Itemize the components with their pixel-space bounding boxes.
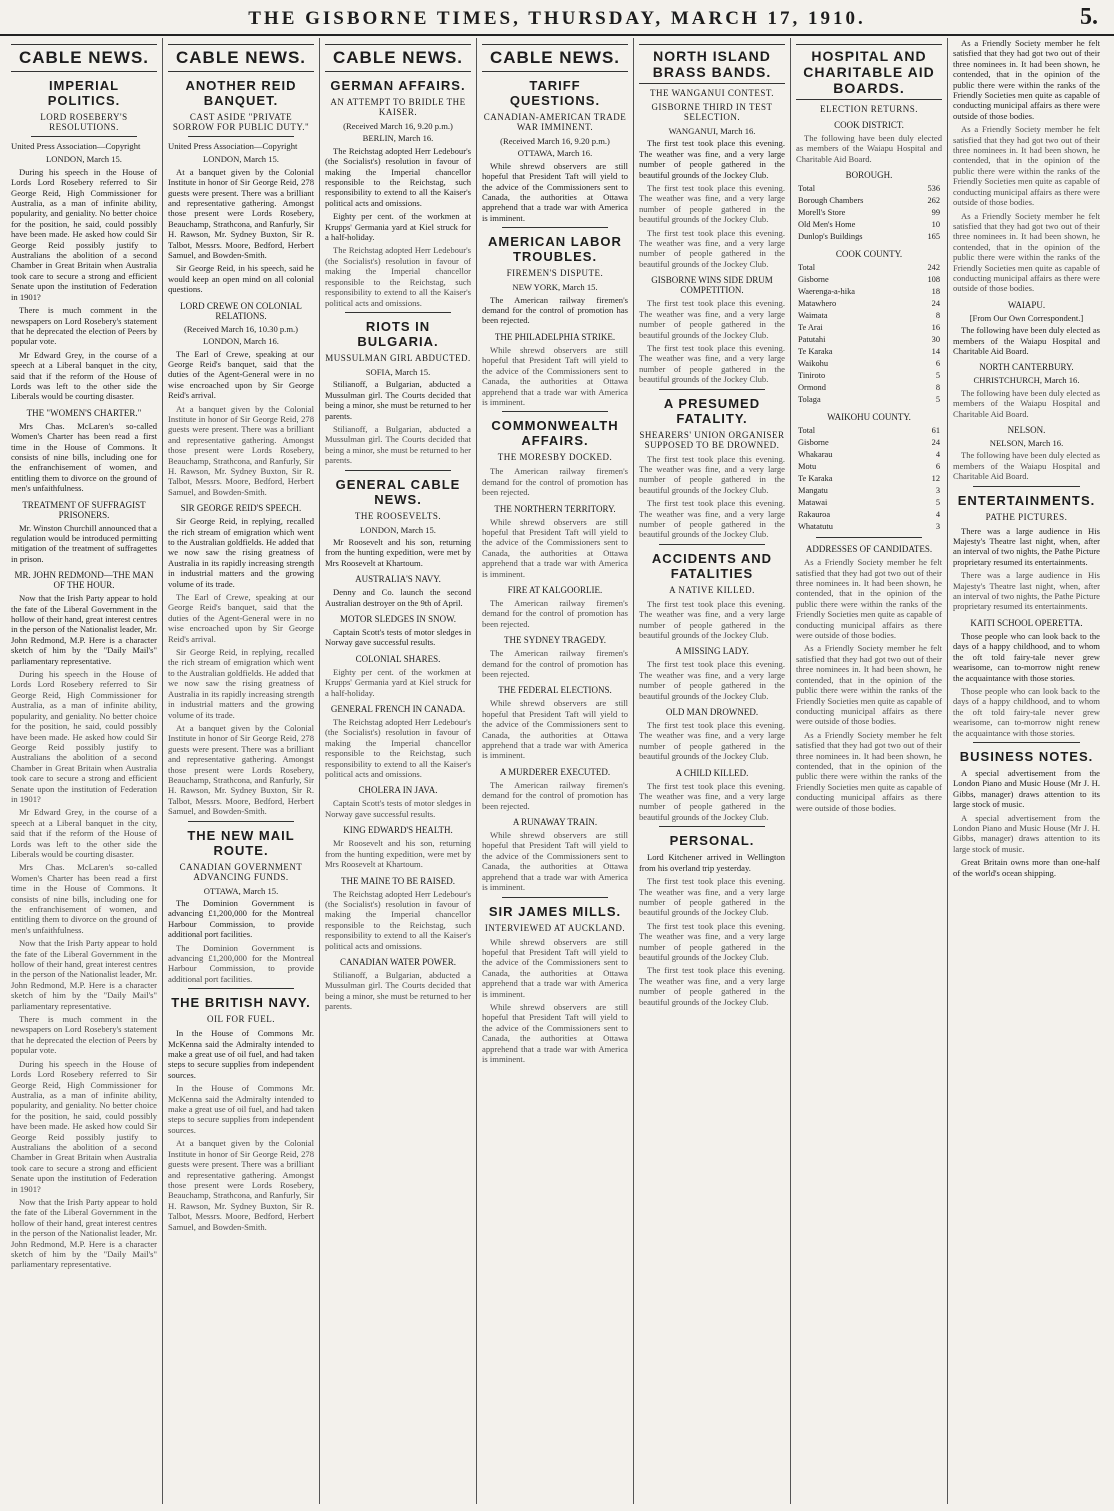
polling-place: Tolaga (798, 395, 821, 405)
vote-count: 18 (931, 287, 940, 297)
polling-place: Te Karaka (798, 347, 833, 357)
dateline: WANGANUI, March 16. (668, 126, 756, 136)
article-subheading: SHEARERS' UNION ORGANISER SUPPOSED TO BE DROWNED. (639, 429, 785, 450)
received-line: (Received March 16, 9.20 p.m.) (500, 136, 610, 146)
paragraph: While shrewd observers are still hopeful that President Taft will yield to the advice of the Commissioners sent to Canada, the authorities at Ottawa apprehend that a trade war with America is imminent. (482, 160, 628, 223)
paragraph: The American railway firemen's demand for the control of promotion has been rejected. (482, 466, 628, 498)
polling-place: Te Karaka (798, 474, 833, 484)
section-header: CABLE NEWS. (482, 44, 628, 72)
subheading: THE PHILADELPHIA STRIKE. (494, 331, 616, 342)
subheading: CHOLERA IN JAVA. (358, 785, 438, 796)
returns-row (796, 473, 942, 485)
divider (345, 312, 451, 313)
article-headline: PERSONAL. (669, 833, 755, 849)
dateline: OTTAWA, March 16. (517, 148, 593, 159)
paragraph: Captain Scott's tests of motor sledges in Norway gave successful results. (325, 798, 471, 819)
article-headline: GERMAN AFFAIRS. (330, 78, 466, 93)
polling-place: Te Arai (798, 323, 823, 333)
divider (973, 486, 1080, 487)
paragraph: Sir George Reid, in replying, recalled the rich stream of emigration which went to the Australian goldfields. He added that we now saw the rising greatness of Australia in its rapidly increasing strength in industrial matters and the growing volume of its trade. (168, 647, 314, 720)
credit-line: [From Our Own Correspondent.] (969, 312, 1084, 323)
paragraph: The first test took place this evening. The weather was fine, and a very large number of people gathered in the beautiful grounds of the Jockey Club. (639, 498, 785, 540)
paragraph: Mr Edward Grey, in the course of a speech at a Liberal banquet in the city, said that if the reform of the House of Lords was left to the other side the Liberals would be courting disaster. (11, 349, 157, 402)
returns-row (796, 262, 942, 274)
page-number: 5. (1080, 4, 1098, 30)
vote-count: 6 (935, 462, 940, 472)
polling-place: Gisborne (798, 438, 829, 448)
paragraph: Stilianoff, a Bulgarian, abducted a Mussulman girl. The Courts decided that being a minor, she must be returned to her parents. (325, 969, 471, 1012)
subheading: A CHILD KILLED. (675, 767, 749, 778)
polling-place: Waerenga-a-hika (798, 287, 855, 297)
subheading: ADDRESSES OF CANDIDATES. (805, 544, 933, 555)
article-subheading: THE WANGANUI CONTEST. (650, 88, 774, 98)
paragraph: The first test took place this evening. The weather was fine, and a very large number of people gathered in the beautiful grounds of the Jockey Club. (639, 659, 785, 701)
vote-count: 12 (931, 474, 940, 484)
vote-count: 108 (927, 275, 940, 285)
subheading: COOK COUNTY. (835, 249, 903, 260)
paragraph: The Reichstag adopted Herr Ledebour's (the Socialist's) resolution in favour of making the Imperial chancellor responsible to the Reichstag, such responsibility to extend to all the Kaiser's political acts and omissions. (325, 717, 471, 780)
article-subheading: PATHE PICTURES. (985, 511, 1068, 522)
dateline: OTTAWA, March 15. (203, 885, 279, 896)
paragraph: Those people who can look back to the days of a happy childhood, and to whom the oft told fairy-tale never grew wearisome, can to-morrow night renew the acquaintance with those stories. (953, 685, 1100, 738)
article-headline: ENTERTAINMENTS. (957, 492, 1096, 508)
paragraph: The first test took place this evening. The weather was fine, and a very large number of people gathered in the beautiful grounds of the Jockey Club. (639, 598, 785, 640)
article-subheading: OIL FOR FUEL. (207, 1014, 275, 1025)
returns-row (796, 437, 942, 449)
divider (188, 821, 294, 822)
column-5 (634, 38, 791, 1504)
paragraph: A special advertisement from the London Piano and Music House (Mr J. H. Gibbs, manager) draws attention to its large stock of music. (953, 767, 1100, 810)
polling-place: Whakarau (798, 450, 833, 460)
article-subheading: FIREMEN'S DISPUTE. (506, 268, 604, 279)
vote-count: 4 (935, 510, 940, 520)
paragraph: The first test took place this evening. The weather was fine, and a very large number of people gathered in the beautiful grounds of the Jockey Club. (639, 342, 785, 385)
article-headline: GENERAL CABLE NEWS. (335, 476, 461, 507)
dateline: NELSON, March 16. (989, 438, 1064, 448)
vote-count: 5 (935, 395, 940, 405)
subheading: A MURDERER EXECUTED. (499, 766, 611, 777)
returns-row (796, 219, 942, 231)
subheading: KAITI SCHOOL OPERETTA. (970, 617, 1083, 628)
polling-place: Total (798, 184, 816, 194)
divider (188, 136, 294, 137)
vote-count: 242 (927, 263, 940, 273)
paragraph: The first test took place this evening. The weather was fine, and a very large number of people gathered in the beautiful grounds of the Jockey Club. (639, 183, 785, 225)
divider (659, 389, 765, 390)
article-headline: BUSINESS NOTES. (959, 748, 1094, 764)
vote-count: 10 (931, 220, 940, 230)
dateline: LONDON, March 15. (203, 154, 279, 165)
article-subheading: THE ROOSEVELTS. (354, 510, 442, 521)
article-subheading: GISBORNE THIRD IN TEST SELECTION. (651, 102, 773, 122)
column-2 (163, 38, 320, 1504)
returns-row (796, 382, 942, 394)
paragraph: A special advertisement from the London Piano and Music House (Mr J. H. Gibbs, manager) draws attention to its large stock of music. (953, 812, 1100, 854)
paragraph: The American railway firemen's demand for the control of promotion has been rejected. (482, 294, 628, 326)
paragraph: The first test took place this evening. The weather was fine, and a very large number of people gathered in the beautiful grounds of the Jockey Club. (639, 876, 785, 918)
divider (502, 411, 608, 412)
polling-place: Ormond (798, 383, 826, 393)
masthead (0, 0, 1114, 36)
returns-row (796, 485, 942, 497)
paragraph: The first test took place this evening. The weather was fine, and a very large number of people gathered in the beautiful grounds of the Jockey Club. (639, 453, 785, 495)
paragraph: At a banquet given by the Colonial Institute in honor of Sir George Reid, 278 guests were present. There was a brilliant and representative gathering. Amongst those present were Lords Rosebery, Beauchamp, Strathcona, and Ranfurly, Sir H. Rawson, Mr. Sydney Buxton, Sir R. Talbot, Messrs. Moore, Bedford, Herbert Samuel, and Bowden-Smith. (168, 722, 314, 817)
column-1 (6, 38, 163, 1504)
returns-row (796, 334, 942, 346)
vote-count: 16 (931, 323, 940, 333)
polling-place: Motu (798, 462, 817, 472)
paragraph: Mr Edward Grey, in the course of a speech at a Liberal banquet in the city, said that if the reform of the House of Lords was left to the other side the Liberals would be courting disaster. (11, 807, 157, 859)
vote-count: 8 (935, 383, 940, 393)
paragraph: As a Friendly Society member he felt satisfied that they had got two out of their three nominees in. It had been shown, he contended, that in the opinion of the public there were within the ranks of the Friendly Societies men quite as capable of conducting municipal affairs as there were outside of those bodies. (796, 557, 942, 641)
column-3 (320, 38, 477, 1504)
paragraph: While shrewd observers are still hopeful that President Taft will yield to the advice of the Commissioners sent to Canada, the authorities at Ottawa apprehend that a trade war with America is imminent. (482, 936, 628, 999)
paragraph: The Dominion Government is advancing £1,200,000 for the Montreal Harbour Commission, to provide additional port facilities. (168, 897, 314, 940)
paragraph: Eighty per cent. of the workmen at Krupps' Germania yard at Kiel struck for a half-holiday. (325, 666, 471, 698)
article-subheading: CAST ASIDE "PRIVATE SORROW FOR PUBLIC DUTY." (172, 112, 310, 132)
paragraph: While shrewd observers are still hopeful that President Taft will yield to the advice of the Commissioners sent to Canada, the authorities at Ottawa apprehend that a trade war with America is imminent. (482, 1001, 628, 1064)
subheading: AUSTRALIA'S NAVY. (355, 574, 441, 585)
returns-table-county (796, 262, 942, 406)
paragraph: While shrewd observers are still hopeful that President Taft will yield to the advice of the Commissioners sent to Canada, the authorities at Ottawa apprehend that a trade war with America is imminent. (482, 830, 628, 893)
vote-count: 24 (931, 438, 940, 448)
returns-row (796, 322, 942, 334)
subheading: WAIAPU. (1007, 299, 1046, 310)
vote-count: 30 (931, 335, 940, 345)
paragraph: Captain Scott's tests of motor sledges in Norway gave successful results. (325, 627, 471, 648)
subheading: BOROUGH. (845, 170, 893, 181)
polling-place: Mangatu (798, 486, 828, 496)
paragraph: Sir George Reid, in his speech, said he would keep an open mind on all colonial questions. (168, 263, 314, 295)
paragraph: At a banquet given by the Colonial Institute in honor of Sir George Reid, 278 guests were present. There was a brilliant and representative gathering. Amongst those present were Lords Rosebery, Beauchamp, Strathcona, and Ranfurly, Sir H. Rawson, Mr. Sydney Buxton, Sir R. Talbot, Messrs. Moore, Bedford, Herbert Samuel, and Bowden-Smith. (168, 1138, 314, 1232)
paragraph: As a Friendly Society member he felt satisfied that they had got two out of their three nominees in. It had been shown, he contended, that in the opinion of the public there were within the ranks of the Friendly Societies men quite as capable of conducting municipal affairs as there were outside of those bodies. (796, 643, 942, 727)
article-subheading: INTERVIEWED AT AUCKLAND. (484, 922, 626, 933)
vote-count: 4 (935, 450, 940, 460)
paragraph: Mrs Chas. McLaren's so-called Women's Charter has been read a first time in the House of Commons. It consists of nine bills, including one for the enfranchisement of women, and entitling them to divorce on the ground of men's unfaithfulness. (11, 420, 157, 494)
subheading: SIR GEORGE REID'S SPEECH. (180, 503, 302, 514)
paragraph: Lord Kitchener arrived in Wellington from his overland trip yesterday. (639, 852, 785, 873)
returns-row (796, 394, 942, 406)
divider (659, 544, 765, 545)
paragraph: The first test took place this evening. The weather was fine, and a very large number of people gathered in the beautiful grounds of the Jockey Club. (639, 138, 785, 180)
returns-row (796, 195, 942, 207)
polling-place: Total (798, 263, 816, 273)
paragraph: Now that the Irish Party appear to hold the fate of the Liberal Government in the hollow of their hand, great interest centres in the person of the Nationalist leader, Mr. John Redmond, M.P. Here is a character sketch of him by the "Daily Mail's" parliamentary representative. (11, 1196, 157, 1270)
paragraph: The American railway firemen's demand for the control of promotion has been rejected. (482, 779, 628, 811)
paragraph: Mr Roosevelt and his son, returning from the hunting expedition, were met by Mrs Roosevelt at Khartoum. (325, 536, 471, 568)
subheading: WAIKOHU COUNTY. (827, 412, 911, 423)
subheading: A RUNAWAY TRAIN. (512, 817, 598, 828)
subheading: GENERAL FRENCH IN CANADA. (330, 704, 466, 715)
subheading: LORD CREWE ON COLONIAL RELATIONS. (180, 300, 302, 321)
subheading: CANADIAN WATER POWER. (339, 956, 457, 967)
dateline: LONDON, March 16. (203, 336, 279, 347)
article-headline: THE NEW MAIL ROUTE. (187, 827, 295, 858)
paragraph: As a Friendly Society member he felt satisfied that they had got two out of their three nominees in. It had been shown, he contended, that in the opinion of the public there were within the ranks of the Friendly Societies men quite as capable of conducting municipal affairs as there were outside of those bodies. (796, 729, 942, 813)
divider (31, 136, 137, 137)
returns-row (796, 370, 942, 382)
polling-place: Rakauroa (798, 510, 831, 520)
article-subheading: ELECTION RETURNS. (820, 104, 918, 114)
paragraph: The Earl of Crewe, speaking at our George Reid's banquet, said that the duties of the Agent-General were in no wise encroached upon by Sir George Reid's arrival. (168, 348, 314, 401)
returns-row (796, 346, 942, 358)
vote-count: 61 (931, 426, 940, 436)
paragraph: The American railway firemen's demand for the control of promotion has been rejected. (482, 597, 628, 629)
paragraph: At a banquet given by the Colonial Institute in honor of Sir George Reid, 278 guests were present. There was a brilliant and representative gathering. Amongst those present were Lords Rosebery, Beauchamp, Strathcona, and Ranfurly, Sir H. Rawson, Mr. Sydney Buxton, Sir R. Talbot, Messrs. Moore, Bedford, Herbert Samuel, and Bowden-Smith. (168, 166, 314, 261)
paragraph: Eighty per cent. of the workmen at Krupps' Germania yard at Kiel struck for a half-holiday. (325, 211, 471, 243)
article-subheading: MUSSULMAN GIRL ABDUCTED. (325, 352, 471, 363)
polling-place: Waimata (798, 311, 828, 321)
paragraph: The Dominion Government is advancing £1,200,000 for the Montreal Harbour Commission, to provide additional port facilities. (168, 942, 314, 984)
returns-row (796, 183, 942, 195)
paragraph: There is much comment in the newspapers on Lord Rosebery's statement that he deprecated the election of Peers by popular vote. (11, 305, 157, 347)
paragraph: The Earl of Crewe, speaking at our George Reid's banquet, said that the duties of the Agent-General were in no wise encroached upon by Sir George Reid's arrival. (168, 592, 314, 644)
subheading: TREATMENT OF SUFFRAGIST PRISONERS. (22, 499, 146, 520)
article-headline: A PRESUMED FATALITY. (663, 395, 761, 426)
returns-row (796, 207, 942, 219)
paragraph: Mr. Winston Churchill announced that a regulation would be introduced permitting mitigation of the treatment of suffragettes in prison. (11, 522, 157, 564)
returns-row (796, 310, 942, 322)
vote-count: 6 (935, 359, 940, 369)
paragraph: There was a large audience in His Majesty's Theatre last night, when, after an interval of two nights, the Pathe Picture proprietary resumed its entertainments. (953, 525, 1100, 567)
divider (973, 742, 1080, 743)
article-subheading: AN ATTEMPT TO BRIDLE THE KAISER. (330, 97, 466, 117)
vote-count: 24 (931, 299, 940, 309)
paragraph: The first test took place this evening. The weather was fine, and a very large number of people gathered in the beautiful grounds of the Jockey Club. (639, 780, 785, 822)
article-headline: AMERICAN LABOR TROUBLES. (488, 234, 622, 265)
paragraph: In the House of Commons Mr. McKenna said the Admiralty intended to make a great use of oil fuel, and had taken steps to secure supplies from independent sources. (168, 1028, 314, 1080)
polling-place: Morell's Store (798, 208, 846, 218)
paragraph: The first test took place this evening. The weather was fine, and a very large number of people gathered in the beautiful grounds of the Jockey Club. (639, 920, 785, 962)
article-headline: ACCIDENTS AND FATALITIES (651, 550, 773, 581)
article-subheading: THE MORESBY DOCKED. (497, 452, 613, 463)
returns-row (796, 449, 942, 461)
divider (345, 470, 451, 471)
divider (659, 826, 765, 827)
subheading: FIRE AT KALGOORLIE. (507, 584, 603, 595)
paragraph: Now that the Irish Party appear to hold the fate of the Liberal Government in the hollow of their hand, great interest centres in the person of the Nationalist leader, Mr. John Redmond, M.P. Here is a character sketch of him by the "Daily Mail's" parliamentary representative. (11, 938, 157, 1011)
paragraph: While shrewd observers are still hopeful that President Taft will yield to the advice of the Commissioners sent to Canada, the authorities at Ottawa apprehend that a trade war with America is imminent. (482, 516, 628, 579)
subheading: KING EDWARD'S HEALTH. (343, 825, 453, 836)
vote-count: 262 (927, 196, 940, 206)
paragraph: There was a large audience in His Majesty's Theatre last night, when, after an interval of two nights, the Pathe Picture proprietary resumed its entertainments. (953, 570, 1100, 612)
section-header: CABLE NEWS. (168, 44, 314, 72)
subheading: MOTOR SLEDGES IN SNOW. (339, 614, 456, 624)
polling-place: Total (798, 426, 816, 436)
polling-place: Waikohu (798, 359, 829, 369)
article-headline: COMMONWEALTH AFFAIRS. (491, 418, 619, 449)
vote-count: 5 (935, 371, 940, 381)
paragraph: Mr Roosevelt and his son, returning from the hunting expedition, were met by Mrs Roosevelt at Khartoum. (325, 838, 471, 870)
polling-place: Matawai (798, 498, 828, 508)
subheading: NELSON. (1007, 425, 1046, 435)
article-headline: RIOTS IN BULGARIA. (357, 318, 439, 349)
section-header: CABLE NEWS. (11, 44, 157, 72)
article-headline: HOSPITAL AND CHARITABLE AID BOARDS. (796, 44, 942, 100)
subheading: THE MAINE TO BE RAISED. (341, 875, 455, 886)
dateline: NEW YORK, March 15. (512, 282, 598, 293)
subheading: MR. JOHN REDMOND—THE MAN OF THE HOUR. (14, 570, 154, 591)
paragraph: The first test took place this evening. The weather was fine, and a very large number of people gathered in the beautiful grounds of the Jockey Club. (639, 227, 785, 269)
article-headline: THE BRITISH NAVY. (171, 995, 311, 1011)
dateline: SOFIA, March 15. (365, 366, 431, 377)
dateline: LONDON, March 15. (360, 524, 436, 535)
paragraph: While shrewd observers are still hopeful that President Taft will yield to the advice of the Commissioners sent to Canada, the authorities at Ottawa apprehend that a trade war with America is imminent. (482, 344, 628, 407)
article-headline: ANOTHER REID BANQUET. (185, 78, 297, 108)
masthead-title: THE GISBORNE TIMES, THURSDAY, MARCH 17, 1910. (248, 8, 866, 29)
paragraph: The first test took place this evening. The weather was fine, and a very large number of people gathered in the beautiful grounds of the Jockey Club. (639, 720, 785, 762)
divider (188, 988, 294, 989)
dateline: BERLIN, March 16. (362, 133, 434, 144)
paragraph: The American railway firemen's demand for the control of promotion has been rejected. (482, 648, 628, 679)
column-6 (791, 38, 948, 1504)
subheading: THE SYDNEY TRAGEDY. (503, 635, 607, 646)
subheading: COLONIAL SHARES. (355, 653, 441, 664)
article-subheading: A NATIVE KILLED. (669, 584, 755, 595)
article-headline: SIR JAMES MILLS. (488, 903, 622, 919)
paragraph: The following have been duly elected as members of the Waiapu Hospital and Charitable Aid Board. (953, 387, 1100, 419)
paragraph: Great Britain owns more than one-half of the world's ocean shipping. (953, 857, 1100, 878)
paragraph: The following have been duly elected as members of the Waiapu Hospital and Charitable Aid Board. (796, 133, 942, 164)
paragraph: Stilianoff, a Bulgarian, abducted a Mussulman girl. The Courts decided that being a minor, she must be returned to her parents. (325, 379, 471, 421)
paragraph: Sir George Reid, in replying, recalled the rich stream of emigration which went to the Australian goldfields. He added that we now saw the rising greatness of Australia in its rapidly increasing strength in industrial matters and the growing volume of its trade. (168, 516, 314, 589)
divider (502, 227, 608, 228)
subheading: A MISSING LADY. (675, 646, 749, 657)
credit-line: United Press Association—Copyright (11, 141, 141, 151)
paragraph: Mrs Chas. McLaren's so-called Women's Charter has been read a first time in the House of Commons. It consists of nine bills, including one for the enfranchisement of women, and entitling them to divorce on the ground of men's unfaithfulness. (11, 862, 157, 935)
paragraph: Stilianoff, a Bulgarian, abducted a Mussulman girl. The Courts decided that being a minor, she must be returned to her parents. (325, 423, 471, 466)
returns-row (796, 461, 942, 473)
subheading: OLD MAN DROWNED. (665, 707, 759, 718)
returns-row (796, 497, 942, 509)
article-subheading: CANADIAN-AMERICAN TRADE WAR IMMINENT. (483, 112, 627, 132)
returns-row (796, 425, 942, 437)
returns-table-waikohu (796, 425, 942, 533)
paragraph: In the House of Commons Mr. McKenna said the Admiralty intended to make a great use of oil fuel, and had taken steps to secure supplies from independent sources. (168, 1083, 314, 1135)
vote-count: 8 (935, 311, 940, 321)
returns-table-borough (796, 183, 942, 243)
polling-place: Dunlop's Buildings (798, 232, 863, 242)
polling-place: Patutahi (798, 335, 826, 345)
paragraph: There is much comment in the newspapers on Lord Rosebery's statement that he deprecated the election of Peers by popular vote. (11, 1014, 157, 1056)
paragraph: At a banquet given by the Colonial Institute in honor of Sir George Reid, 278 guests were present. There was a brilliant and representative gathering. Amongst those present were Lords Rosebery, Beauchamp, Strathcona, and Ranfurly, Sir H. Rawson, Mr. Sydney Buxton, Sir R. Talbot, Messrs. Moore, Bedford, Herbert Samuel, and Bowden-Smith. (168, 403, 314, 497)
paragraph: The following have been duly elected as members of the Waiapu Hospital and Charitable Aid Board. (953, 325, 1100, 356)
paragraph: Denny and Co. launch the second Australian destroyer on the 9th of April. (325, 587, 471, 608)
returns-row (796, 298, 942, 310)
paragraph: While shrewd observers are still hopeful that President Taft will yield to the advice of the Commissioners sent to Canada, the authorities at Ottawa apprehend that a trade war with America is imminent. (482, 698, 628, 761)
subheading: NORTH CANTERBURY. (979, 362, 1074, 373)
subheading: THE "WOMEN'S CHARTER." (26, 407, 142, 418)
article-subheading: CANADIAN GOVERNMENT ADVANCING FUNDS. (179, 861, 303, 882)
polling-place: Matawhero (798, 299, 837, 309)
subheading: GISBORNE WINS SIDE DRUM COMPETITION. (651, 275, 773, 296)
newspaper-columns (6, 38, 1108, 1504)
vote-count: 3 (935, 486, 940, 496)
dateline: CHRISTCHURCH, March 16. (973, 375, 1080, 386)
paragraph: Those people who can look back to the days of a happy childhood, and to whom the oft told fairy-tale never grew wearisome, can to-morrow night renew the acquaintance with those stories. (953, 630, 1100, 683)
divider (502, 897, 608, 898)
paragraph: The first test took place this evening. The weather was fine, and a very large number of people gathered in the beautiful grounds of the Jockey Club. (639, 965, 785, 1007)
dateline: LONDON, March 15. (46, 154, 122, 165)
article-subheading: LORD ROSEBERY'S RESOLUTIONS. (40, 112, 128, 132)
divider (816, 537, 922, 538)
credit-line: United Press Association—Copyright (168, 141, 298, 151)
paragraph: The first test took place this evening. The weather was fine, and a very large number of people gathered in the beautiful grounds of the Jockey Club. (639, 298, 785, 340)
subheading: THE NORTHERN TERRITORY. (494, 503, 616, 514)
column-7 (948, 38, 1105, 1504)
returns-row (796, 231, 942, 243)
returns-row (796, 509, 942, 521)
subheading: COOK DISTRICT. (834, 120, 904, 130)
vote-count: 3 (935, 522, 940, 532)
received-line: (Received March 16, 10.30 p.m.) (183, 323, 299, 334)
polling-place: Whatatutu (798, 522, 833, 532)
paragraph: The Reichstag adopted Herr Ledebour's (the Socialist's) resolution in favour of making the Imperial chancellor responsible to the Reichstag, such responsibility to extend to all the Kaiser's political acts and omissions. (325, 245, 471, 308)
polling-place: Tiniroto (798, 371, 826, 381)
vote-count: 536 (927, 184, 940, 194)
subheading: THE FEDERAL ELECTIONS. (498, 685, 612, 696)
returns-row (796, 358, 942, 370)
paragraph: The Reichstag adopted Herr Ledebour's (the Socialist's) resolution in favour of making the Imperial chancellor responsible to the Reichstag, such responsibility to extend to all the Kaiser's political acts and omissions. (325, 145, 471, 208)
polling-place: Old Men's Home (798, 220, 856, 230)
paragraph: As a Friendly Society member he felt satisfied that they had got two out of their three nominees in. It had been shown, he contended, that in the opinion of the public there were within the ranks of the Friendly Societies men quite as capable of conducting municipal affairs as there were outside of those bodies. (953, 38, 1100, 121)
paragraph: During his speech in the House of Lords Lord Rosebery referred to Sir George Reid, High Commissioner for Australia, as a man of infinite ability, popularity, and geniality. No better choice for the position, he said, could possibly have been made. He asked how could Sir George Reid possibly justify to Australians the abolition of a second Chamber in Great Britain when Australia took care to secure a strong and efficient Senate upon the institution of Federation in 1901? (11, 669, 157, 804)
vote-count: 165 (927, 232, 940, 242)
polling-place: Borough Chambers (798, 196, 864, 206)
column-4 (477, 38, 634, 1504)
paragraph: During his speech in the House of Lords Lord Rosebery referred to Sir George Reid, High Commissioner for Australia, as a man of infinite ability, popularity, and geniality. No better choice for the position, he said, could possibly have been made. He asked how could Sir George Reid possibly justify to Australians the abolition of a second Chamber in Great Britain when Australia took care to secure a strong and efficient Senate upon the institution of Federation in 1901? (11, 166, 157, 302)
article-headline: TARIFF QUESTIONS. (509, 78, 601, 108)
returns-row (796, 274, 942, 286)
paragraph: Now that the Irish Party appear to hold the fate of the Liberal Government in the hollow of their hand, great interest centres in the person of the Nationalist leader, Mr. John Redmond, M.P. Here is a character sketch of him by the "Daily Mail's" parliamentary representative. (11, 593, 157, 666)
article-headline: IMPERIAL POLITICS. (47, 78, 121, 108)
section-header: CABLE NEWS. (325, 44, 471, 72)
paragraph: As a Friendly Society member he felt satisfied that they had got two out of their three nominees in. It had been shown, he contended, that in the opinion of the public there were within the ranks of the Friendly Societies men quite as capable of conducting municipal affairs as there were outside of those bodies. (953, 124, 1100, 208)
paragraph: The Reichstag adopted Herr Ledebour's (the Socialist's) resolution in favour of making the Imperial chancellor responsible to the Reichstag, such responsibility to extend to all the Kaiser's political acts and omissions. (325, 888, 471, 951)
returns-row (796, 286, 942, 298)
polling-place: Gisborne (798, 275, 829, 285)
paragraph: The following have been duly elected as members of the Waiapu Hospital and Charitable Aid Board. (953, 450, 1100, 482)
paragraph: As a Friendly Society member he felt satisfied that they had got two out of their three nominees in. It had been shown, he contended, that in the opinion of the public there were within the ranks of the Friendly Societies men quite as capable of conducting municipal affairs as there were outside of those bodies. (953, 210, 1100, 294)
vote-count: 99 (931, 208, 940, 218)
vote-count: 14 (931, 347, 940, 357)
vote-count: 5 (935, 498, 940, 508)
article-headline: NORTH ISLAND BRASS BANDS. (639, 44, 785, 84)
returns-row (796, 521, 942, 533)
paragraph: During his speech in the House of Lords Lord Rosebery referred to Sir George Reid, High Commissioner for Australia, as a man of infinite ability, popularity, and geniality. No better choice for the position, he said, could possibly have been made. He asked how could Sir George Reid possibly justify to Australians the abolition of a second Chamber in Great Britain when Australia took care to secure a strong and efficient Senate upon the institution of Federation in 1901? (11, 1058, 157, 1194)
received-line: (Received March 16, 9.20 p.m.) (343, 121, 453, 131)
